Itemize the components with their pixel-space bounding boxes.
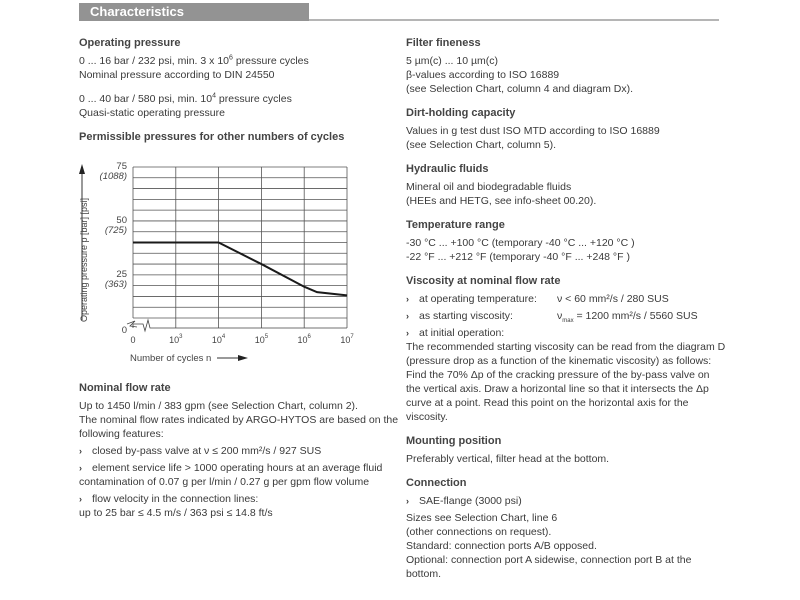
y-tick-label: 25	[116, 268, 127, 280]
x-tick-label: $10^6$	[297, 334, 311, 345]
left-column	[79, 36, 399, 148]
list-item	[79, 492, 399, 506]
bullet-text: element service life > 1000 operating hours at an average fluid contamination of 0.07 g per l/min / 0.27 g per gpm flow volume	[79, 462, 383, 488]
operating-pressure-line1	[79, 54, 399, 68]
x-axis-label: Number of cycles n	[130, 353, 212, 364]
nominal-flow-text1: Up to 1450 l/min / 383 gpm (see Selection Chart, column 2).	[79, 400, 358, 412]
list-item	[406, 494, 726, 508]
text-line: Values in g test dust ISO MTD according to ISO 16889	[406, 125, 660, 137]
viscosity-value	[557, 309, 698, 323]
x-tick-label: $10^4$	[211, 334, 226, 345]
list-item	[79, 444, 399, 458]
nu-symbol: ν	[557, 310, 563, 322]
viscosity-row-initial	[406, 326, 726, 340]
x-axis-break	[133, 320, 347, 331]
series-line	[133, 243, 347, 296]
viscosity-row-starting	[406, 309, 726, 323]
text: 0 ... 16 bar / 232 psi, min. 3 x 10	[79, 55, 229, 67]
dirt-holding-heading: Dirt-holding capacity	[406, 107, 516, 119]
text-line: (see Selection Chart, column 4 and diagram Dx).	[406, 83, 634, 95]
temperature-heading: Temperature range	[406, 219, 505, 231]
viscosity-label: at operating temperature:	[419, 293, 537, 305]
x-tick-label: $10^3$	[169, 334, 183, 345]
bullet-text: SAE-flange (3000 psi)	[419, 495, 522, 507]
y-tick-psi-label: (725)	[104, 224, 127, 236]
bullet-chevron-icon: ›	[79, 494, 82, 504]
viscosity-label: as starting viscosity:	[419, 310, 513, 322]
bullet-chevron-icon: ›	[406, 294, 409, 304]
text-line: Mineral oil and biodegradable fluids	[406, 181, 572, 193]
bullet-text: flow velocity in the connection lines:	[92, 493, 259, 505]
x-axis-arrow-head-icon	[238, 355, 248, 361]
x-tick-exponent: 5	[264, 334, 269, 340]
pressure-cycles-chart	[70, 150, 370, 365]
y-axis-arrow-head-icon	[79, 164, 85, 174]
text-line: β-values according to ISO 16889	[406, 69, 560, 81]
bullet-chevron-icon: ›	[79, 463, 82, 473]
chart-heading: Permissible pressures for other numbers of cycles	[79, 131, 345, 143]
text-line: -30 °C ... +100 °C (temporary -40 °C ... +120 °C )	[406, 237, 635, 249]
bullet-chevron-icon: ›	[406, 496, 409, 506]
x-tick-label: 0	[130, 335, 136, 345]
exponent: 4	[212, 92, 216, 100]
operating-pressure-line3	[79, 92, 399, 106]
x-tick-exponent: 6	[307, 334, 311, 340]
bullet-continuation: up to 25 bar ≤ 4.5 m/s / 363 psi ≤ 14.8 ft/s	[79, 507, 273, 519]
text-line: (other connections on request).	[406, 526, 552, 538]
y-tick-label: 50	[116, 214, 127, 226]
right-column	[406, 36, 726, 581]
nominal-flow-heading: Nominal flow rate	[79, 382, 171, 394]
text: pressure cycles	[215, 93, 292, 105]
bullet-chevron-icon: ›	[79, 446, 82, 456]
operating-pressure-line4: Quasi-static operating pressure	[79, 107, 225, 119]
text-line: 5 µm(c) ... 10 µm(c)	[406, 55, 499, 67]
viscosity-paragraph: The recommended starting viscosity can be read from the diagram D (pressure drop as a function of the kinematic viscosity) as follows: Find the 70% Δp of the cracking pressure of the by-pass valve on the vertical axis. Draw a horizontal line so that it intersects the Δp curve at a point. Read this point on the horizontal axis for the viscosity.	[406, 341, 726, 423]
bullet-chevron-icon: ›	[406, 328, 409, 338]
y-axis-label: Operating pressure p [bar] [psi]	[79, 197, 89, 322]
header-rule	[309, 19, 719, 21]
nominal-flow-section	[79, 381, 399, 520]
y-tick-psi-label: (363)	[104, 278, 127, 290]
list-item	[79, 461, 399, 489]
operating-pressure-line2: Nominal pressure according to DIN 24550	[79, 69, 275, 81]
connection-heading: Connection	[406, 477, 467, 489]
operating-pressure-heading: Operating pressure	[79, 37, 181, 49]
text-line: Standard: connection ports A/B opposed.	[406, 540, 597, 552]
text-line: (see Selection Chart, column 5).	[406, 139, 556, 151]
bullet-text: closed by-pass valve at ν ≤ 200 mm²/s / 927 SUS	[92, 445, 322, 457]
chart-series	[133, 243, 347, 296]
text: = 1200 mm²/s / 5560 SUS	[573, 310, 698, 322]
nominal-flow-text2: The nominal flow rates indicated by ARGO-HYTOS are based on the following features:	[79, 414, 399, 440]
x-tick-exponent: 7	[350, 334, 354, 340]
mounting-heading: Mounting position	[406, 435, 502, 447]
section-title: Characteristics	[90, 4, 184, 19]
viscosity-row-operating	[406, 292, 726, 306]
bullet-chevron-icon: ›	[406, 311, 409, 321]
exponent: 6	[229, 54, 233, 62]
x-tick-exponent: 4	[221, 334, 226, 340]
y-tick-label: 0	[121, 325, 127, 336]
mounting-text: Preferably vertical, filter head at the bottom.	[406, 453, 610, 465]
x-tick-label: $10^7$	[340, 334, 354, 345]
text-line: Optional: connection port A sidewise, connection port B at the bottom.	[406, 554, 692, 580]
text-line: -22 °F ... +212 °F (temporary -40 °F ... +248 °F )	[406, 251, 630, 263]
text-line: Sizes see Selection Chart, line 6	[406, 512, 558, 524]
viscosity-label: at initial operation:	[419, 327, 505, 339]
filter-fineness-heading: Filter fineness	[406, 37, 481, 49]
subscript: max	[562, 318, 574, 325]
viscosity-heading: Viscosity at nominal flow rate	[406, 275, 561, 287]
y-tick-psi-label: (1088)	[99, 171, 127, 182]
x-tick-label: $10^5$	[254, 334, 269, 345]
hydraulic-fluids-heading: Hydraulic fluids	[406, 163, 489, 175]
x-tick-exponent: 3	[179, 334, 183, 340]
text: pressure cycles	[232, 55, 309, 67]
chart-grid	[127, 167, 347, 331]
text: 0 ... 40 bar / 580 psi, min. 10	[79, 93, 213, 105]
y-tick-label: 75	[116, 161, 127, 172]
viscosity-value: ν < 60 mm²/s / 280 SUS	[557, 293, 669, 305]
text-line: (HEEs and HETG, see info-sheet 00.20).	[406, 195, 597, 207]
